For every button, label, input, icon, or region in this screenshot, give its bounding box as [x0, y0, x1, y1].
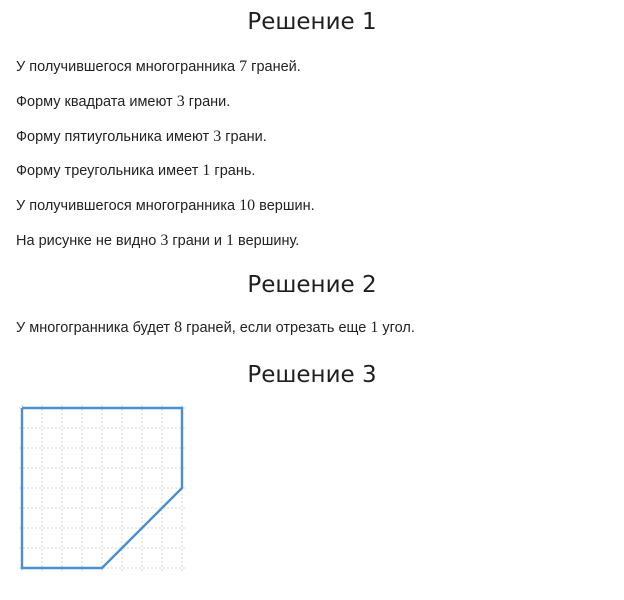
text-segment: У получившегося многогранника	[16, 59, 240, 75]
number: 8	[174, 319, 183, 336]
text-segment: Форму пятиугольника имеют	[16, 129, 214, 145]
solution-1-title: Решение 1	[247, 9, 377, 35]
grid-lines	[19, 405, 185, 571]
text-segment: У получившегося многогранника	[16, 198, 240, 214]
number: 1	[202, 162, 211, 179]
number: 7	[239, 58, 248, 75]
solution-2-title: Решение 2	[247, 272, 377, 298]
text-segment: граней, если отрезать еще	[182, 320, 371, 336]
text-segment: На рисунке не видно	[16, 233, 161, 249]
text-segment: граней.	[247, 59, 301, 75]
number: 10	[239, 197, 256, 214]
text-segment: грани и	[168, 233, 227, 249]
number: 3	[160, 232, 169, 249]
text-segment: Форму квадрата имеют	[16, 94, 177, 110]
text-segment: Форму треугольника имеет	[16, 163, 203, 179]
text-segment: угол.	[378, 320, 415, 336]
cut-square-outline	[22, 408, 182, 568]
text-segment: вершин.	[255, 198, 315, 214]
number: 3	[213, 128, 222, 145]
text-segment: грани.	[221, 129, 267, 145]
number: 1	[226, 232, 235, 249]
solution-3-title: Решение 3	[247, 362, 377, 388]
number: 3	[176, 93, 185, 110]
text-segment: грани.	[184, 94, 231, 110]
text-segment: У многогранника будет	[16, 320, 175, 336]
text-segment: вершину.	[234, 233, 300, 249]
text-segment: грань.	[210, 163, 256, 179]
number: 1	[370, 319, 379, 336]
